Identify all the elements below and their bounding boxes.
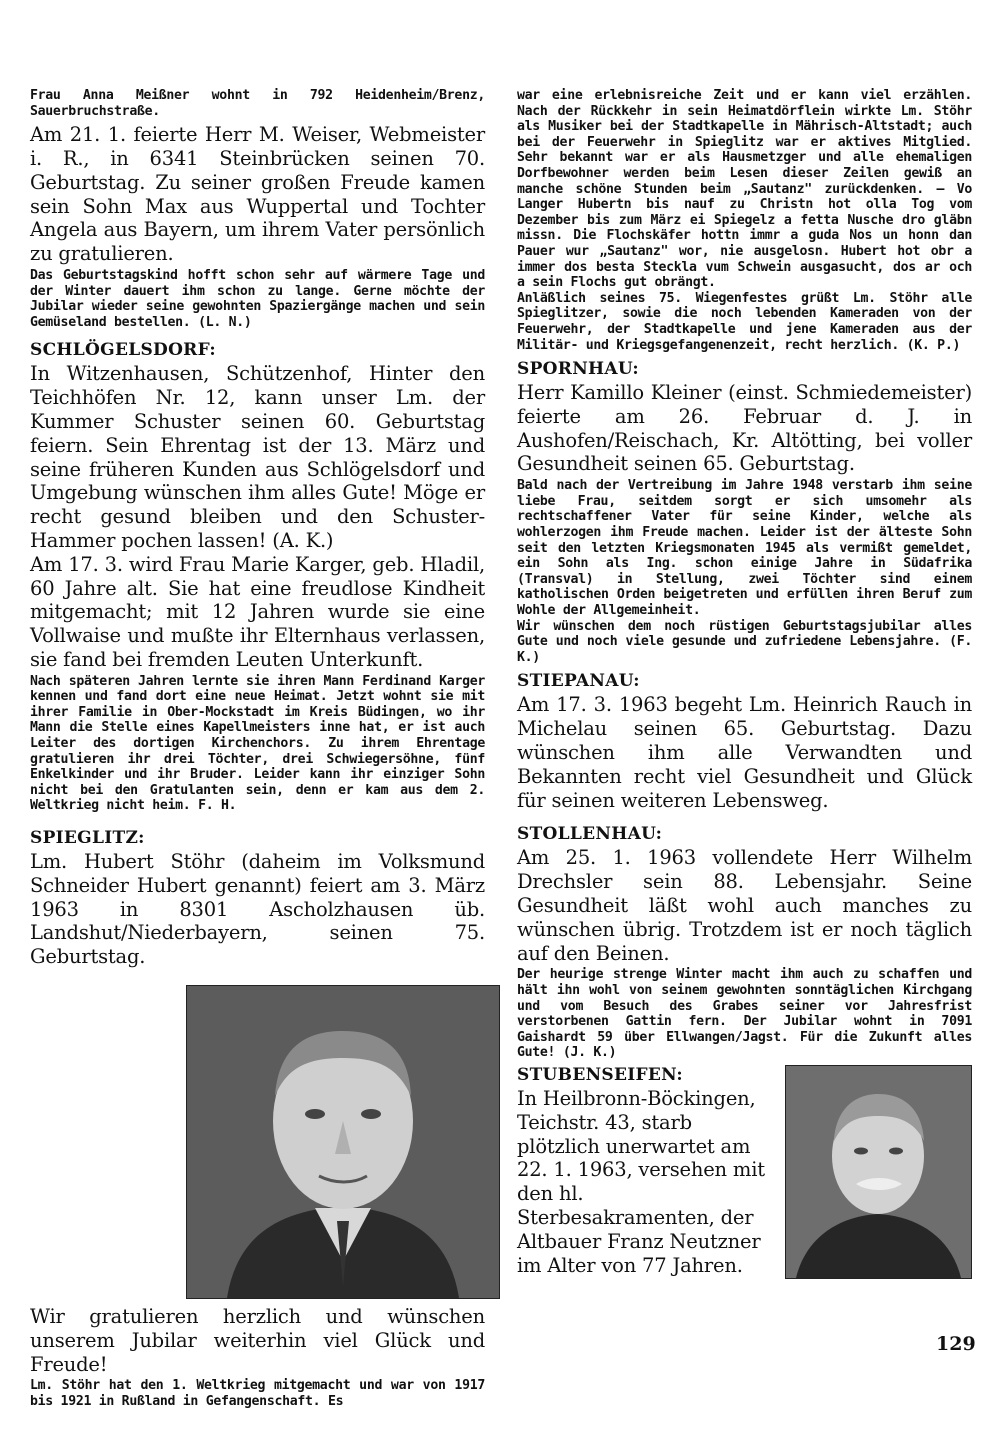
portrait-photo-stoehr [186,985,500,1299]
karger-birthday-text: Am 17. 3. wird Frau Marie Karger, geb. Hladil, 60 Jahre alt. Sie hat eine freudlose Kindheit mitgemacht; mit 12 Jahren wurde sie eine Vollwaise und mußte ihr Elternhaus verlassen, sie fand bei fremden Leuten Unterkunft. [30,552,485,671]
page-number: 129 [936,1333,976,1355]
section-heading-stollenhau: STOLLENHAU: [517,824,663,845]
section-heading-stiepanau: STIEPANAU: [517,671,640,692]
rauch-birthday-text: Am 17. 3. 1963 begeht Lm. Heinrich Rauch in Michelau seinen 65. Geburtstag. Dazu wünschen ihm alle Verwandten und Bekannten recht viel Gesundheit und Glück für seinen weiteren Lebensweg. [517,693,972,812]
drechsler-birthday-text: Am 25. 1. 1963 vollendete Herr Wilhelm Drechsler sein 88. Lebensjahr. Seine Gesundheit läßt wohl auch manches zu wünschen übrig. Trotzdem ist er noch täglich auf den Beinen. [517,846,972,965]
right-column [517,88,972,1279]
stoehr-greeting-text: Anläßlich seines 75. Wiegenfestes grüßt Lm. Stöhr alle Spieglitzer, sowie die noch lebenden Kameraden von der Feuerwehr, der Stadtkapelle und jene Kameraden aus der Militär- und Kriegsgefangenenzeit, recht herzlich. (K. P.) [517,290,972,353]
kleiner-birthday-text: Herr Kamillo Kleiner (einst. Schmiedemeister) feierte am 26. Februar d. J. in Aushofen/Reischach, Kr. Altötting, bei voller Gesundheit seinen 65. Geburtstag. [517,381,972,476]
kleiner-wishes-text: Wir wünschen dem noch rüstigen Geburtstagsjubilar alles Gute und noch viele gesunde und zufriedene Lebensjahre. (F. K.) [517,618,972,665]
neutzner-obituary-text: In Heilbronn-Böckingen, Teichstr. 43, starb plötzlich unerwartet am 22. 1. 1963, versehen mit den hl. Sterbesakramenten, der Altbauer Franz Neutzner im Alter von 77 Jahren. [517,1086,765,1277]
section-heading-spornhau: SPORNHAU: [517,359,639,380]
left-column [30,88,485,1410]
karger-family-text: Nach späteren Jahren lernte sie ihren Mann Ferdinand Karger kennen und fand dort eine neue Heimat. Jetzt wohnt sie mit ihrer Familie in Ober-Mockstadt im Kreis Büdingen, wo ihr Mann die Stelle eines Kapellmeisters inne hat, er ist auch Leiter des dortigen Kirchenchors. Zu ihrem Ehrentage gratulieren ihr drei Töchter, drei Schwiegersöhne, fünf Enkelkinder und ihr Bruder. Leider kann ihr einziger Sohn nicht bei den Gratulanten sein, denn er kam aus dem 2. Weltkrieg nicht heim. F. H. [30,673,485,814]
drechsler-winter-text: Der heurige strenge Winter macht ihm auch zu schaffen und hält ihn wohl von seinem gewohnten sonntäglichen Kirchgang und vom Besuch des Grabes seiner vor Jahresfrist verstorbenen Gattin fern. Der Jubilar wohnt in 7091 Gaishardt 59 über Ellwangen/Jagst. Für die Zukunft alles Gute! (J. K.) [517,967,972,1061]
stubenseifen-block [517,1061,972,1279]
portrait-photo-neutzner [785,1065,972,1279]
stoehr-birthday-text: Lm. Hubert Stöhr (daheim im Volksmund Schneider Hubert genannt) feiert am 3. März 1963 in 8301 Ascholzhausen üb. Landshut/Niederbayern, seinen 75. Geburtstag. [30,850,485,969]
weiser-birthday-text: Am 21. 1. feierte Herr M. Weiser, Webmeister i. R., in 6341 Steinbrücken seinen 70. Geburtstag. Zu seiner großen Freude kamen sein Sohn Max aus Wuppertal und Tochter Angela aus Bayern, um ihrem Vater persönlich zu gratulieren. [30,123,485,266]
schuster-birthday-text: In Witzenhausen, Schützenhof, Hinter den Teichhöfen Nr. 12, kann unser Lm. der Kummer Schuster seinen 60. Geburtstag feiern. Sein Ehrentag ist der 13. März und seine früheren Kunden aus Schlögelsdorf und Umgebung wünschen ihm alles Gute! Möge er recht gesund bleiben und den Schuster-Hammer pochen lassen! (A. K.) [30,362,485,552]
section-heading-stubenseifen: STUBENSEIFEN: [517,1064,683,1085]
stubenseifen-text-block [517,1061,777,1277]
section-heading-schloegelsdorf: SCHLÖGELSDORF: [30,340,216,361]
section-heading-spieglitz: SPIEGLITZ: [30,828,145,849]
kleiner-family-text: Bald nach der Vertreibung im Jahre 1948 verstarb ihm seine liebe Frau, seitdem sorgt er sich umsomehr als rechtschaffener Vater für seine Kinder, welche als wohlerzogen ihm Freude machen. Leider ist der älteste Sohn seit den letzten Kriegsmonaten 1945 als vermißt gemeldet, ein Sohn als Ing. schon einige Jahre in Südafrika (Transval) in Stellung, zwei Töchter sind einem katholischen Orden beigetreten und erfüllen ihren Beruf zum Wohle der Allgemeinheit. [517,478,972,619]
stoehr-wishes-text: Wir gratulieren herzlich und wünschen unserem Jubilar weiterhin viel Glück und Freude! [30,1305,485,1376]
stoehr-war-text: Lm. Stöhr hat den 1. Weltkrieg mitgemacht und war von 1917 bis 1921 in Rußland in Gefangenschaft. Es [30,1378,485,1410]
meissner-note: Frau Anna Meißner wohnt in 792 Heidenheim/Brenz, Sauerbruchstraße. [30,88,485,119]
stoehr-story-text: war eine erlebnisreiche Zeit und er kann viel erzählen. Nach der Rückkehr in sein Heimatdörflein wirkte Lm. Stöhr als Musiker bei der Stadtkapelle in Mährisch-Altstadt; auch bei der Feuerwehr in Spieglitz war er aktives Mitglied. Sehr bekannt war er als Hausmetzger und alle ehemaligen Dorfbewohner werden beim Lesen dieser Zeilen gewiß an manche schöne Stunden beim „Sautanz" zurückdenken. — Vo Langer Hubertn bis nauf zu Christn hot olla Tog vom Dezember bis zum März ei Spiegelz a fetta Nusche dro gläbn missn. Die Flochskäfer hottn immr a guda Nos un honn dan Pauer wur „Sautanz" wor, nie ausgelosn. Hubert hot obr a immer dos besta Steckla vum Schwein ausgasucht, dos ar och a sein Flochs gut obrängt. [517,88,972,291]
weiser-wishes-text: Das Geburtstagskind hofft schon sehr auf wärmere Tage und der Winter dauert ihm schon zu lange. Gerne möchte der Jubilar wieder seine gewohnten Spaziergänge machen und sein Gemüseland bestellen. (L. N.) [30,267,485,330]
